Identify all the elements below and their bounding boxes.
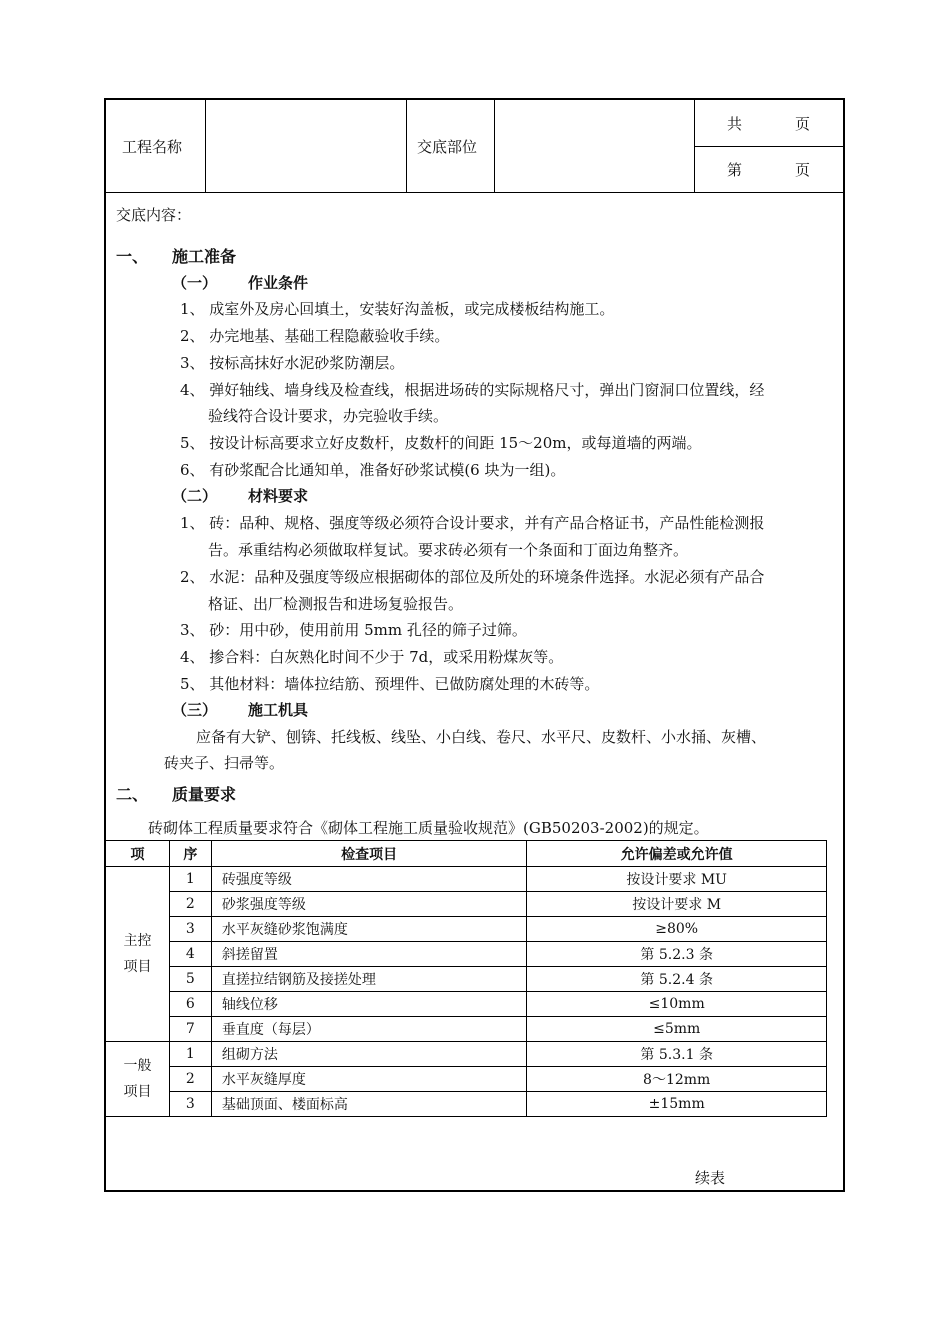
page-number-label-a: 第	[727, 160, 743, 179]
sub3-num: （三）	[172, 701, 218, 719]
project-name-label: 工程名称	[106, 100, 206, 192]
list-item-cont: 验线符合设计要求，办完验收手续。	[208, 407, 449, 425]
row-item: 斜搓留置	[211, 942, 527, 967]
list-item: 4、 弹好轴线、墙身线及检查线，根据进场砖的实际规格尺寸，弹出门窗洞口位置线，经	[180, 381, 765, 399]
content-label: 交底内容：	[116, 206, 192, 224]
table-row	[106, 1017, 827, 1042]
sub2-num: （二）	[172, 487, 218, 505]
row-no: 3	[169, 1092, 211, 1117]
row-no: 1	[169, 867, 211, 892]
row-item: 水平灰缝厚度	[211, 1067, 527, 1092]
list-item: 4、 掺合料：白灰熟化时间不少于 7d，或采用粉煤灰等。	[180, 648, 564, 666]
total-pages-label-a: 共	[727, 114, 743, 133]
tools-text: 应备有大铲、刨锛、托线板、线坠、小白线、卷尺、水平尺、皮数杆、小水捅、灰槽、	[196, 728, 767, 746]
continued-label: 续表	[695, 1169, 726, 1187]
row-item: 组砌方法	[211, 1042, 527, 1067]
table-row	[106, 967, 827, 992]
group-main-l2: 项目	[123, 959, 152, 975]
col-header-category: 项	[106, 841, 170, 867]
section2-title: 质量要求	[172, 785, 237, 804]
section2-intro: 砖砌体工程质量要求符合《砌体工程施工质量验收规范》(GB50203-2002)的规定。	[148, 819, 709, 837]
list-item: 2、 办完地基、基础工程隐蔽验收手续。	[180, 327, 450, 345]
row-no: 7	[169, 1017, 211, 1042]
row-no: 3	[169, 917, 211, 942]
quality-table	[105, 840, 827, 1117]
list-item: 3、 按标高抹好水泥砂浆防潮层。	[180, 354, 405, 372]
row-no: 5	[169, 967, 211, 992]
table-row	[106, 1042, 827, 1067]
header-row	[106, 100, 843, 193]
sub1-num: （一）	[172, 274, 218, 292]
sub1-title: 作业条件	[248, 274, 309, 292]
table-header-row	[106, 841, 827, 867]
part-label: 交底部位	[407, 100, 495, 192]
row-value: ±15mm	[527, 1092, 827, 1117]
list-item: 5、 其他材料：墙体拉结筋、预埋件、已做防腐处理的木砖等。	[180, 675, 600, 693]
section2-num: 二、	[116, 785, 149, 804]
row-value: 第 5.3.1 条	[527, 1042, 827, 1067]
row-value: ≥80%	[527, 917, 827, 942]
list-item: 5、 按设计标高要求立好皮数杆，皮数杆的间距 15～20m，或每道墙的两端。	[180, 434, 702, 452]
row-no: 2	[169, 1067, 211, 1092]
table-row	[106, 867, 827, 892]
page-number	[695, 146, 843, 192]
table-row	[106, 1092, 827, 1117]
project-name-value	[206, 100, 407, 192]
row-item: 基础顶面、楼面标高	[211, 1092, 527, 1117]
row-item: 砂浆强度等级	[211, 892, 527, 917]
list-item: 1、 成室外及房心回填土，安装好沟盖板，或完成楼板结构施工。	[180, 300, 615, 318]
row-item: 轴线位移	[211, 992, 527, 1017]
list-item-cont: 告。承重结构必须做取样复试。要求砖必须有一个条面和丁面边角整齐。	[208, 541, 689, 559]
row-value: 按设计要求 M	[527, 892, 827, 917]
row-no: 6	[169, 992, 211, 1017]
list-item: 1、 砖：品种、规格、强度等级必须符合设计要求，并有产品合格证书，产品性能检测报	[180, 514, 765, 532]
row-no: 4	[169, 942, 211, 967]
row-no: 2	[169, 892, 211, 917]
section1-num: 一、	[116, 247, 149, 266]
group-main-l1: 主控	[123, 933, 152, 949]
row-value: ≤5mm	[527, 1017, 827, 1042]
row-value: 按设计要求 MU	[527, 867, 827, 892]
sub3-title: 施工机具	[248, 701, 309, 719]
row-item: 水平灰缝砂浆饱满度	[211, 917, 527, 942]
table-row	[106, 917, 827, 942]
row-item: 直搓拉结钢筋及接搓处理	[211, 967, 527, 992]
total-pages	[695, 100, 843, 147]
list-item: 6、 有砂浆配合比通知单，准备好砂浆试模(6 块为一组)。	[180, 461, 566, 479]
group-general-l2: 项目	[123, 1084, 152, 1100]
list-item: 3、 砂：用中砂，使用前用 5mm 孔径的筛子过筛。	[180, 621, 527, 639]
row-value: 第 5.2.3 条	[527, 942, 827, 967]
group-main-control	[106, 867, 170, 1042]
row-value: ≤10mm	[527, 992, 827, 1017]
table-row	[106, 992, 827, 1017]
page-number-label-b: 页	[795, 160, 811, 179]
row-no: 1	[169, 1042, 211, 1067]
group-general-l1: 一般	[123, 1058, 152, 1074]
col-header-no: 序	[169, 841, 211, 867]
row-item: 垂直度（每层）	[211, 1017, 527, 1042]
col-header-item: 检查项目	[211, 841, 527, 867]
group-general	[106, 1042, 170, 1117]
row-value: 8～12mm	[527, 1067, 827, 1092]
table-row	[106, 892, 827, 917]
list-item-cont: 格证、出厂检测报告和进场复验报告。	[208, 595, 464, 613]
tools-text-cont: 砖夹子、扫帚等。	[164, 754, 285, 772]
table-row	[106, 942, 827, 967]
list-item: 2、 水泥：品种及强度等级应根据砌体的部位及所处的环境条件选择。水泥必须有产品合	[180, 568, 765, 586]
row-value: 第 5.2.4 条	[527, 967, 827, 992]
part-value	[495, 100, 695, 192]
row-item: 砖强度等级	[211, 867, 527, 892]
total-pages-label-b: 页	[795, 114, 811, 133]
col-header-value: 允许偏差或允许值	[527, 841, 827, 867]
sub2-title: 材料要求	[248, 487, 309, 505]
section1-title: 施工准备	[172, 247, 237, 266]
table-row	[106, 1067, 827, 1092]
